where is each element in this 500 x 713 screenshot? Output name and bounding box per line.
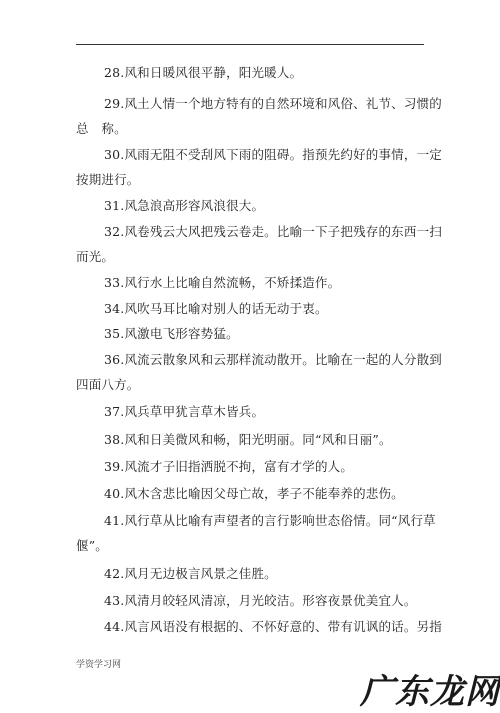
entry-42-line-1: 42.风月无边极言风景之佳胜。 <box>104 566 277 581</box>
entry-28-line-1: 28.风和日暖风很平静，阳光暖人。 <box>104 65 303 80</box>
entry-36-line-2: 四面八方。 <box>76 377 140 392</box>
entry-41-line-1: 41.风行草从比喻有声望者的言行影响世态俗情。同“风行草 <box>104 513 436 528</box>
entry-43-line-1: 43.风清月皎轻风清凉，月光皎洁。形容夜景优美宜人。 <box>104 593 417 608</box>
entry-33-line-1: 33.风行水上比喻自然流畅，不矫揉造作。 <box>104 275 341 290</box>
footer-source-text: 学资学习网 <box>76 660 122 670</box>
entry-41-line-2: 偃”。 <box>76 538 108 553</box>
entry-35-line-1: 35.风激电飞形容势猛。 <box>104 326 239 341</box>
entry-36-line-1: 36.风流云散象风和云那样流动散开。比喻在一起的人分散到 <box>104 352 442 367</box>
entry-34-line-1: 34.风吹马耳比喻对别人的话无动于衷。 <box>104 301 328 316</box>
entry-29-line-2: 总 称。 <box>76 121 127 136</box>
entry-38-line-1: 38.风和日美微风和畅，阳光明丽。同“风和日丽”。 <box>104 432 392 447</box>
watermark-logo: 广东龙网 <box>360 672 500 712</box>
entry-30-line-2: 按期进行。 <box>76 172 140 187</box>
entry-32-line-2: 而光。 <box>76 249 115 264</box>
entry-29-line-1: 29.风土人情一个地方特有的自然环境和风俗、礼节、习惯的 <box>104 96 442 111</box>
entry-30-line-1: 30.风雨无阻不受刮风下雨的阻碍。指预先约好的事情，一定 <box>104 147 442 162</box>
entry-37-line-1: 37.风兵草甲犹言草木皆兵。 <box>104 404 265 419</box>
entry-44-line-1: 44.风言风语没有根据的、不怀好意的、带有讥讽的话。另指 <box>104 619 442 634</box>
entry-31-line-1: 31.风急浪高形容风浪很大。 <box>104 198 265 213</box>
entry-40-line-1: 40.风木含悲比喻因父母亡故，孝子不能奉养的悲伤。 <box>104 486 404 501</box>
entry-39-line-1: 39.风流才子旧指洒脱不拘，富有才学的人。 <box>104 459 354 474</box>
entry-32-line-1: 32.风卷残云大风把残云卷走。比喻一下子把残存的东西一扫 <box>104 224 442 239</box>
